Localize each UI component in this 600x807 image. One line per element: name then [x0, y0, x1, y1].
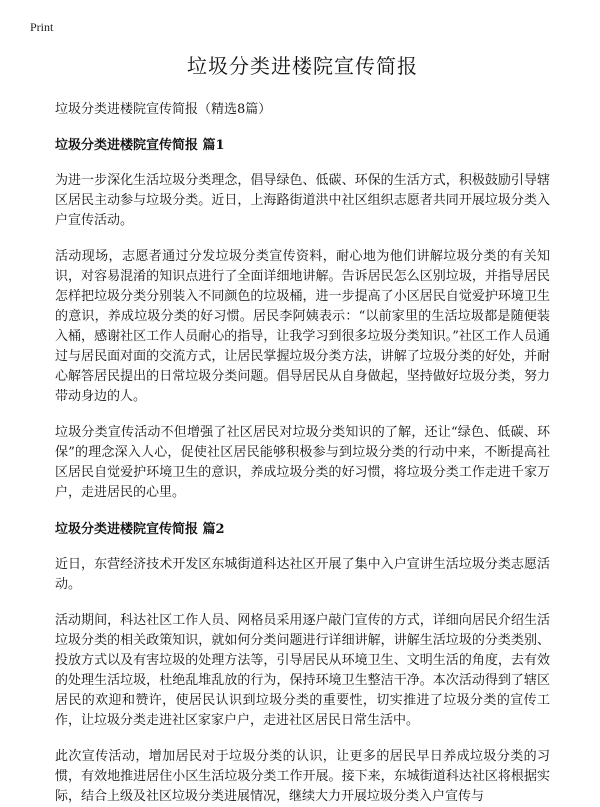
section-heading-2: 垃圾分类进楼院宣传简报 篇2 — [55, 522, 225, 537]
document-subtitle: 垃圾分类进楼院宣传简报（精选8篇） — [55, 102, 272, 117]
paragraph: 近日，东营经济技术开发区东城街道科达社区开展了集中入户宣讲生活垃圾分类志愿活动。 — [55, 557, 550, 592]
paragraph: 为进一步深化生活垃圾分类理念，倡导绿色、低碳、环保的生活方式，积极鼓励引导辖区居民主动参与垃圾分类。近日，上海路街道洪中社区组织志愿者共同开展垃圾分类入户宣传活动。 — [55, 173, 550, 228]
document-title: 垃圾分类进楼院宣传简报 — [187, 54, 418, 78]
paragraph: 此次宣传活动，增加居民对于垃圾分类的认识，让更多的居民早日养成垃圾分类的习惯，有效地推进居住小区生活垃圾分类工作开展。接下来，东城街道科达社区将根据实际，结合上级及社区垃圾分类进展情况，继续大力开展垃圾分类入户宣传与 — [55, 749, 550, 804]
section-heading-1: 垃圾分类进楼院宣传简报 篇1 — [55, 138, 225, 153]
document-page — [55, 50, 550, 807]
paragraph: 垃圾分类宣传活动不但增强了社区居民对垃圾分类知识的了解，还让“绿色、低碳、环保”的理念深入人心，促使社区居民能够积极参与到垃圾分类的行动中来，不断提高社区居民自觉爱护环境卫生的意识，养成垃圾分类的好习惯，将垃圾分类工作走进千家万户，走进居民的心里。 — [55, 425, 550, 500]
paragraph: 活动期间，科达社区工作人员、网格员采用逐户敲门宣传的方式，详细向居民介绍生活垃圾分类的相关政策知识，就如何分类问题进行详细讲解，讲解生活垃圾的分类类别、投放方式以及有害垃圾的处理方法等，引导居民从环境卫生、文明生活的角度，去有效的处理生活垃圾，杜绝乱堆乱放的行为，保持环境卫生整洁干净。本次活动得到了辖区居民的欢迎和赞许，使居民认识到垃圾分类的重要性，切实推进了垃圾分类的宣传工作，让垃圾分类走进社区家家户户，走进社区居民日常生活中。 — [55, 613, 550, 728]
print-link[interactable]: Print — [30, 20, 54, 34]
paragraph: 活动现场，志愿者通过分发垃圾分类宣传资料，耐心地为他们讲解垃圾分类的有关知识，对容易混淆的知识点进行了全面详细地讲解。告诉居民怎么区别垃圾，并指导居民怎样把垃圾分类分别装入不同颜色的垃圾桶，进一步提高了小区居民自觉爱护环境卫生的意识，养成垃圾分类的好习惯。居民李阿姨表示：“以前家里的生活垃圾都是随便装入桶，感谢社区工作人员耐心的指导，让我学习到很多垃圾分类知识。”社区工作人员通过与居民面对面的交流方式，让居民掌握垃圾分类方法，讲解了垃圾分类的好处，并耐心解答居民提出的日常垃圾分类问题。倡导居民从自身做起，坚持做好垃圾分类，努力带动身边的人。 — [55, 249, 550, 404]
